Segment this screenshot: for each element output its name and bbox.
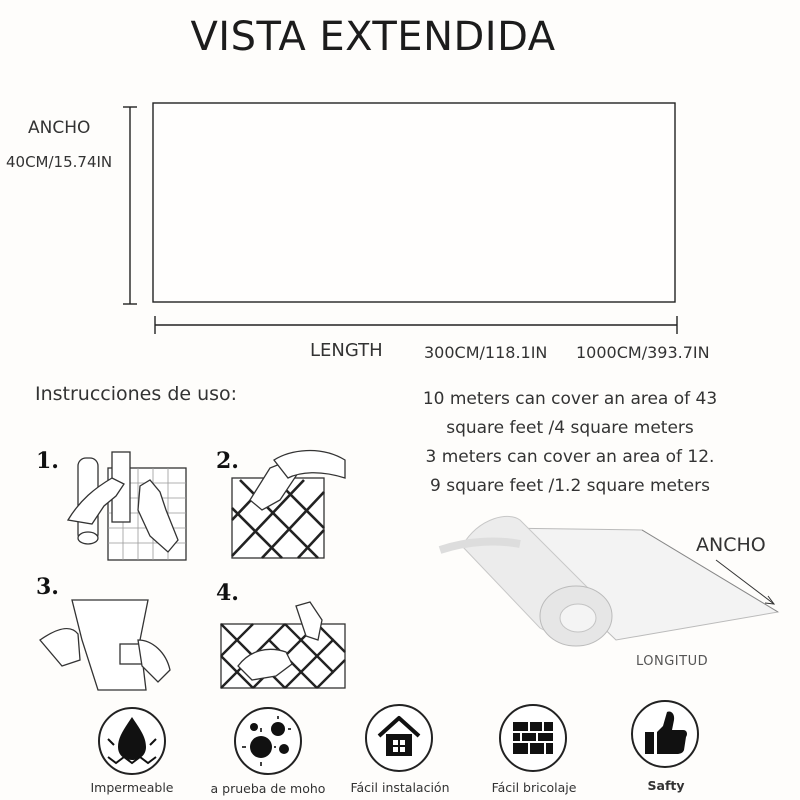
feature-label-safety: Safty [647, 778, 685, 793]
step-3-illustration [40, 600, 170, 690]
length-label: LENGTH [310, 340, 383, 361]
page-title: VISTA EXTENDIDA [190, 14, 556, 60]
extended-sheet-rect [153, 103, 675, 302]
step-number-2: 2. [216, 448, 239, 474]
feature-label-easy-diy: Fácil bricolaje [491, 780, 577, 795]
feature-label-mold-proof: a prueba de moho [210, 781, 326, 796]
roll-length-label: LONGITUD [636, 654, 709, 669]
step-number-1: 1. [36, 448, 59, 474]
width-dimension-bracket [123, 107, 137, 304]
coverage-text [405, 385, 735, 501]
mold-spores-icon [235, 708, 301, 774]
width-value: 40CM/15.74IN [6, 153, 113, 171]
step-2-illustration [232, 451, 345, 558]
coverage-line: 10 meters can cover an area of 43 [422, 389, 718, 409]
step-number-4: 4. [216, 580, 239, 606]
length-value-short: 300CM/118.1IN [424, 343, 548, 362]
width-label: ANCHO [28, 118, 91, 138]
step-1-illustration [68, 452, 186, 560]
brick-wall-icon [500, 705, 566, 771]
feature-label-easy-install: Fácil instalación [350, 780, 450, 795]
coverage-line: square feet /4 square meters [446, 418, 694, 438]
thumbs-up-icon [632, 701, 698, 767]
step-number-3: 3. [36, 574, 59, 600]
instructions-heading: Instrucciones de uso: [35, 383, 238, 405]
roll-width-label: ANCHO [696, 534, 766, 556]
length-value-long: 1000CM/393.7IN [576, 343, 710, 362]
feature-label-waterproof: Impermeable [90, 780, 174, 795]
length-dimension-bracket [155, 316, 677, 334]
coverage-line: 9 square feet /1.2 square meters [430, 476, 710, 496]
coverage-line: 3 meters can cover an area of 12. [425, 447, 715, 467]
water-drop-icon [99, 708, 165, 774]
house-icon [366, 705, 432, 771]
step-4-illustration [221, 602, 345, 688]
